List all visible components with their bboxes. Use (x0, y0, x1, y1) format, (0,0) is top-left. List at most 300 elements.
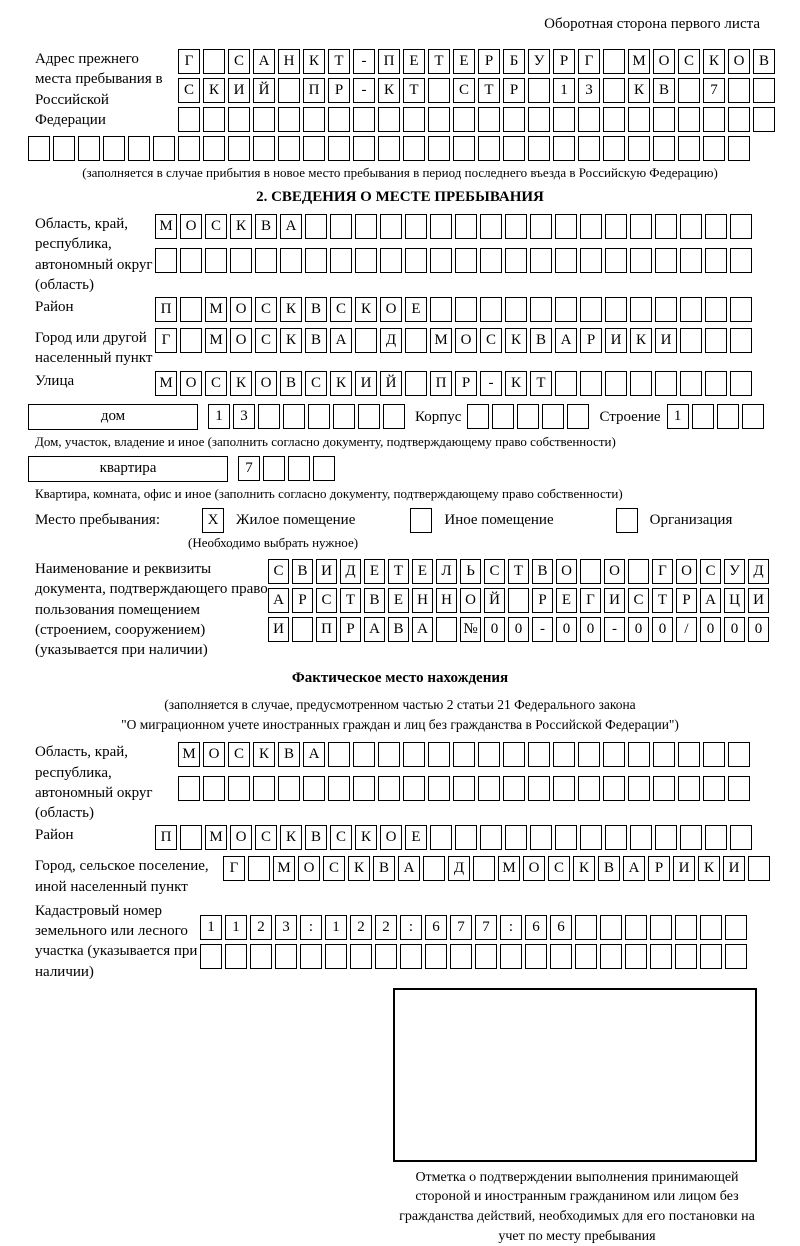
form-cell[interactable]: 2 (350, 915, 372, 940)
form-cell[interactable]: М (273, 856, 295, 881)
form-cell[interactable]: В (373, 856, 395, 881)
form-cell[interactable] (103, 136, 125, 161)
form-cell[interactable]: Р (553, 49, 575, 74)
form-cell[interactable] (200, 944, 222, 969)
form-cell[interactable] (478, 742, 500, 767)
form-cell[interactable] (455, 297, 477, 322)
form-cell[interactable]: И (748, 588, 769, 613)
form-cell[interactable]: С (628, 588, 649, 613)
form-cell[interactable] (530, 825, 552, 850)
form-cell[interactable]: О (604, 559, 625, 584)
form-cell[interactable]: О (255, 371, 277, 396)
form-cell[interactable]: П (155, 825, 177, 850)
form-cell[interactable]: К (303, 49, 325, 74)
form-cell[interactable] (358, 404, 380, 429)
form-cell[interactable] (653, 776, 675, 801)
form-cell[interactable] (203, 136, 225, 161)
form-cell[interactable]: Р (455, 371, 477, 396)
form-cell[interactable] (278, 776, 300, 801)
form-cell[interactable] (553, 136, 575, 161)
form-cell[interactable] (53, 136, 75, 161)
form-cell[interactable]: Н (412, 588, 433, 613)
form-cell[interactable] (525, 944, 547, 969)
form-cell[interactable]: Д (380, 328, 402, 353)
form-cell[interactable] (225, 944, 247, 969)
form-cell[interactable]: О (460, 588, 481, 613)
form-cell[interactable]: У (724, 559, 745, 584)
form-cell[interactable] (450, 944, 472, 969)
form-cell[interactable]: 7 (703, 78, 725, 103)
form-cell[interactable] (630, 248, 652, 273)
form-cell[interactable] (455, 825, 477, 850)
form-cell[interactable] (503, 742, 525, 767)
form-cell[interactable] (705, 825, 727, 850)
form-cell[interactable] (678, 107, 700, 132)
form-cell[interactable] (378, 776, 400, 801)
form-cell[interactable]: А (303, 742, 325, 767)
form-cell[interactable]: - (604, 617, 625, 642)
form-cell[interactable]: Р (532, 588, 553, 613)
form-cell[interactable] (742, 404, 764, 429)
form-cell[interactable] (580, 559, 601, 584)
form-cell[interactable] (605, 371, 627, 396)
form-cell[interactable]: В (653, 78, 675, 103)
form-cell[interactable] (253, 136, 275, 161)
form-cell[interactable]: О (230, 297, 252, 322)
form-cell[interactable]: С (484, 559, 505, 584)
form-cell[interactable] (628, 776, 650, 801)
form-cell[interactable] (203, 107, 225, 132)
form-cell[interactable]: О (455, 328, 477, 353)
form-cell[interactable] (178, 776, 200, 801)
form-cell[interactable]: 0 (700, 617, 721, 642)
form-cell[interactable]: К (230, 371, 252, 396)
form-cell[interactable] (505, 248, 527, 273)
form-cell[interactable] (403, 107, 425, 132)
form-cell[interactable] (503, 776, 525, 801)
form-cell[interactable]: С (205, 214, 227, 239)
form-cell[interactable] (653, 136, 675, 161)
form-cell[interactable]: 2 (250, 915, 272, 940)
form-cell[interactable]: И (316, 559, 337, 584)
form-cell[interactable] (528, 776, 550, 801)
form-cell[interactable] (680, 248, 702, 273)
form-cell[interactable] (328, 742, 350, 767)
form-cell[interactable] (248, 856, 270, 881)
form-cell[interactable] (253, 776, 275, 801)
form-cell[interactable]: К (573, 856, 595, 881)
form-cell[interactable]: И (673, 856, 695, 881)
form-cell[interactable] (600, 944, 622, 969)
form-cell[interactable] (703, 742, 725, 767)
form-cell[interactable] (553, 776, 575, 801)
form-cell[interactable]: 0 (628, 617, 649, 642)
form-cell[interactable]: 1 (225, 915, 247, 940)
form-cell[interactable]: К (378, 78, 400, 103)
form-cell[interactable]: С (700, 559, 721, 584)
form-cell[interactable]: 1 (200, 915, 222, 940)
form-cell[interactable]: С (255, 328, 277, 353)
form-cell[interactable] (180, 825, 202, 850)
form-cell[interactable] (78, 136, 100, 161)
form-cell[interactable]: Р (328, 78, 350, 103)
form-cell[interactable] (680, 371, 702, 396)
form-cell[interactable] (155, 248, 177, 273)
form-cell[interactable] (350, 944, 372, 969)
form-cell[interactable] (630, 825, 652, 850)
form-cell[interactable] (555, 248, 577, 273)
form-cell[interactable]: Г (155, 328, 177, 353)
form-cell[interactable]: В (530, 328, 552, 353)
form-cell[interactable] (748, 856, 770, 881)
form-cell[interactable] (705, 328, 727, 353)
form-cell[interactable] (605, 297, 627, 322)
form-cell[interactable] (505, 297, 527, 322)
form-cell[interactable]: Т (403, 78, 425, 103)
form-cell[interactable]: С (255, 825, 277, 850)
form-cell[interactable]: В (280, 371, 302, 396)
form-cell[interactable] (180, 248, 202, 273)
form-cell[interactable]: К (348, 856, 370, 881)
form-cell[interactable]: А (330, 328, 352, 353)
form-cell[interactable] (453, 776, 475, 801)
form-cell[interactable] (753, 107, 775, 132)
form-cell[interactable] (278, 136, 300, 161)
form-cell[interactable] (480, 825, 502, 850)
form-cell[interactable] (700, 915, 722, 940)
form-cell[interactable] (528, 107, 550, 132)
form-cell[interactable] (480, 248, 502, 273)
form-cell[interactable]: 6 (425, 915, 447, 940)
form-cell[interactable] (703, 776, 725, 801)
form-cell[interactable]: С (255, 297, 277, 322)
form-cell[interactable] (405, 328, 427, 353)
form-cell[interactable] (680, 214, 702, 239)
form-cell[interactable]: О (380, 297, 402, 322)
form-cell[interactable]: Е (364, 559, 385, 584)
form-cell[interactable] (288, 456, 310, 481)
form-cell[interactable]: - (353, 49, 375, 74)
form-cell[interactable]: 7 (475, 915, 497, 940)
form-cell[interactable]: И (655, 328, 677, 353)
form-cell[interactable] (580, 297, 602, 322)
form-cell[interactable]: И (355, 371, 377, 396)
form-cell[interactable] (678, 776, 700, 801)
form-cell[interactable]: И (723, 856, 745, 881)
form-cell[interactable] (505, 825, 527, 850)
form-cell[interactable] (728, 78, 750, 103)
form-cell[interactable]: С (228, 49, 250, 74)
form-cell[interactable] (353, 776, 375, 801)
form-cell[interactable]: М (628, 49, 650, 74)
form-cell[interactable] (403, 136, 425, 161)
form-cell[interactable]: О (180, 371, 202, 396)
form-cell[interactable] (380, 248, 402, 273)
form-cell[interactable] (403, 776, 425, 801)
form-cell[interactable] (717, 404, 739, 429)
form-cell[interactable]: Н (278, 49, 300, 74)
form-cell[interactable] (28, 136, 50, 161)
form-cell[interactable]: Е (405, 297, 427, 322)
form-cell[interactable] (603, 136, 625, 161)
form-cell[interactable] (603, 107, 625, 132)
form-cell[interactable] (580, 371, 602, 396)
form-cell[interactable] (292, 617, 313, 642)
form-cell[interactable]: У (528, 49, 550, 74)
form-cell[interactable]: К (280, 825, 302, 850)
form-cell[interactable] (630, 214, 652, 239)
form-cell[interactable]: В (364, 588, 385, 613)
form-cell[interactable] (328, 776, 350, 801)
form-cell[interactable] (428, 78, 450, 103)
form-cell[interactable]: В (598, 856, 620, 881)
form-cell[interactable] (228, 776, 250, 801)
form-cell[interactable] (280, 248, 302, 273)
form-cell[interactable]: О (676, 559, 697, 584)
form-cell[interactable] (405, 371, 427, 396)
form-cell[interactable] (503, 136, 525, 161)
form-cell[interactable]: О (653, 49, 675, 74)
form-cell[interactable] (555, 825, 577, 850)
form-cell[interactable] (575, 915, 597, 940)
form-cell[interactable] (428, 776, 450, 801)
form-cell[interactable]: Г (652, 559, 673, 584)
form-cell[interactable]: № (460, 617, 481, 642)
form-cell[interactable] (680, 328, 702, 353)
form-cell[interactable] (630, 371, 652, 396)
form-cell[interactable] (300, 944, 322, 969)
form-cell[interactable]: С (205, 371, 227, 396)
form-cell[interactable] (700, 944, 722, 969)
form-cell[interactable]: 6 (550, 915, 572, 940)
form-cell[interactable] (428, 742, 450, 767)
form-cell[interactable] (705, 248, 727, 273)
form-cell[interactable] (308, 404, 330, 429)
form-cell[interactable] (128, 136, 150, 161)
form-cell[interactable] (503, 107, 525, 132)
form-cell[interactable] (353, 136, 375, 161)
form-cell[interactable]: 7 (238, 456, 260, 481)
form-cell[interactable] (453, 742, 475, 767)
form-cell[interactable] (478, 107, 500, 132)
form-cell[interactable] (403, 742, 425, 767)
form-cell[interactable]: С (330, 825, 352, 850)
form-cell[interactable]: Й (380, 371, 402, 396)
form-cell[interactable] (303, 107, 325, 132)
form-cell[interactable] (703, 107, 725, 132)
form-cell[interactable]: К (203, 78, 225, 103)
form-cell[interactable]: Т (428, 49, 450, 74)
form-cell[interactable] (650, 944, 672, 969)
form-cell[interactable]: П (316, 617, 337, 642)
form-cell[interactable]: К (703, 49, 725, 74)
form-cell[interactable]: Е (405, 825, 427, 850)
form-cell[interactable]: О (180, 214, 202, 239)
form-cell[interactable] (567, 404, 589, 429)
form-cell[interactable]: С (316, 588, 337, 613)
form-cell[interactable] (303, 776, 325, 801)
form-cell[interactable]: 6 (525, 915, 547, 940)
form-cell[interactable] (628, 136, 650, 161)
form-cell[interactable]: С (548, 856, 570, 881)
form-cell[interactable] (153, 136, 175, 161)
form-cell[interactable] (578, 742, 600, 767)
form-cell[interactable] (492, 404, 514, 429)
form-cell[interactable]: А (412, 617, 433, 642)
form-cell[interactable] (730, 297, 752, 322)
form-cell[interactable] (205, 248, 227, 273)
form-cell[interactable] (378, 107, 400, 132)
form-cell[interactable]: 1 (667, 404, 689, 429)
form-cell[interactable] (725, 944, 747, 969)
form-cell[interactable]: М (205, 328, 227, 353)
form-cell[interactable] (333, 404, 355, 429)
form-cell[interactable]: Р (580, 328, 602, 353)
form-cell[interactable] (478, 136, 500, 161)
form-cell[interactable] (355, 248, 377, 273)
form-cell[interactable] (178, 136, 200, 161)
form-cell[interactable]: К (505, 328, 527, 353)
form-cell[interactable]: Г (223, 856, 245, 881)
form-cell[interactable]: П (430, 371, 452, 396)
form-cell[interactable] (353, 742, 375, 767)
form-cell[interactable]: С (228, 742, 250, 767)
form-cell[interactable]: В (305, 328, 327, 353)
form-cell[interactable] (705, 214, 727, 239)
form-cell[interactable]: Т (388, 559, 409, 584)
form-cell[interactable] (178, 107, 200, 132)
form-cell[interactable]: - (532, 617, 553, 642)
form-cell[interactable] (428, 107, 450, 132)
form-cell[interactable] (628, 742, 650, 767)
form-cell[interactable] (378, 136, 400, 161)
form-cell[interactable]: О (728, 49, 750, 74)
form-cell[interactable]: Т (478, 78, 500, 103)
form-cell[interactable] (725, 915, 747, 940)
form-cell[interactable]: 1 (325, 915, 347, 940)
form-cell[interactable]: И (228, 78, 250, 103)
form-cell[interactable]: Ц (724, 588, 745, 613)
form-cell[interactable]: В (532, 559, 553, 584)
form-cell[interactable] (250, 944, 272, 969)
form-cell[interactable]: 0 (748, 617, 769, 642)
form-cell[interactable] (705, 297, 727, 322)
form-cell[interactable] (355, 328, 377, 353)
form-cell[interactable] (580, 825, 602, 850)
form-cell[interactable] (423, 856, 445, 881)
form-cell[interactable] (508, 588, 529, 613)
form-cell[interactable] (405, 214, 427, 239)
form-cell[interactable]: А (700, 588, 721, 613)
form-cell[interactable]: / (676, 617, 697, 642)
form-cell[interactable] (728, 136, 750, 161)
form-cell[interactable] (400, 944, 422, 969)
form-cell[interactable] (628, 107, 650, 132)
form-cell[interactable] (600, 915, 622, 940)
form-cell[interactable]: Б (503, 49, 525, 74)
form-cell[interactable] (630, 297, 652, 322)
form-cell[interactable]: 7 (450, 915, 472, 940)
form-cell[interactable]: О (230, 328, 252, 353)
checkbox-organization[interactable] (616, 508, 638, 533)
form-cell[interactable] (278, 78, 300, 103)
form-cell[interactable] (180, 297, 202, 322)
form-cell[interactable] (728, 742, 750, 767)
form-cell[interactable]: Д (340, 559, 361, 584)
form-cell[interactable] (603, 776, 625, 801)
form-cell[interactable] (625, 915, 647, 940)
form-cell[interactable] (655, 825, 677, 850)
form-cell[interactable] (453, 136, 475, 161)
form-cell[interactable] (705, 371, 727, 396)
form-cell[interactable]: Ь (460, 559, 481, 584)
form-cell[interactable]: П (303, 78, 325, 103)
form-cell[interactable]: 0 (724, 617, 745, 642)
form-cell[interactable] (730, 328, 752, 353)
form-cell[interactable] (517, 404, 539, 429)
form-cell[interactable] (228, 136, 250, 161)
form-cell[interactable]: К (280, 328, 302, 353)
form-cell[interactable]: И (604, 588, 625, 613)
form-cell[interactable] (228, 107, 250, 132)
form-cell[interactable] (428, 136, 450, 161)
form-cell[interactable] (578, 136, 600, 161)
form-cell[interactable] (430, 825, 452, 850)
form-cell[interactable] (478, 776, 500, 801)
form-cell[interactable]: Е (412, 559, 433, 584)
form-cell[interactable] (530, 248, 552, 273)
form-cell[interactable]: А (555, 328, 577, 353)
form-cell[interactable]: И (605, 328, 627, 353)
form-cell[interactable] (480, 214, 502, 239)
form-cell[interactable]: М (430, 328, 452, 353)
form-cell[interactable]: Д (448, 856, 470, 881)
form-cell[interactable]: 3 (578, 78, 600, 103)
form-cell[interactable] (553, 107, 575, 132)
form-cell[interactable]: Т (530, 371, 552, 396)
form-cell[interactable]: Е (388, 588, 409, 613)
form-cell[interactable] (455, 248, 477, 273)
form-cell[interactable]: А (364, 617, 385, 642)
form-cell[interactable] (313, 456, 335, 481)
form-cell[interactable] (603, 742, 625, 767)
form-cell[interactable] (653, 742, 675, 767)
form-cell[interactable] (380, 214, 402, 239)
form-cell[interactable] (253, 107, 275, 132)
form-cell[interactable]: Р (478, 49, 500, 74)
form-cell[interactable] (580, 248, 602, 273)
form-cell[interactable]: В (292, 559, 313, 584)
form-cell[interactable] (728, 107, 750, 132)
form-cell[interactable] (283, 404, 305, 429)
form-cell[interactable] (653, 107, 675, 132)
form-cell[interactable]: 0 (556, 617, 577, 642)
form-cell[interactable]: Л (436, 559, 457, 584)
form-cell[interactable]: 2 (375, 915, 397, 940)
form-cell[interactable] (675, 915, 697, 940)
form-cell[interactable] (603, 78, 625, 103)
form-cell[interactable] (555, 371, 577, 396)
form-cell[interactable] (753, 78, 775, 103)
form-cell[interactable] (305, 214, 327, 239)
form-cell[interactable]: 0 (484, 617, 505, 642)
form-cell[interactable]: А (280, 214, 302, 239)
form-cell[interactable]: С (453, 78, 475, 103)
form-cell[interactable] (703, 136, 725, 161)
form-cell[interactable] (730, 214, 752, 239)
form-cell[interactable]: С (268, 559, 289, 584)
form-cell[interactable]: И (268, 617, 289, 642)
